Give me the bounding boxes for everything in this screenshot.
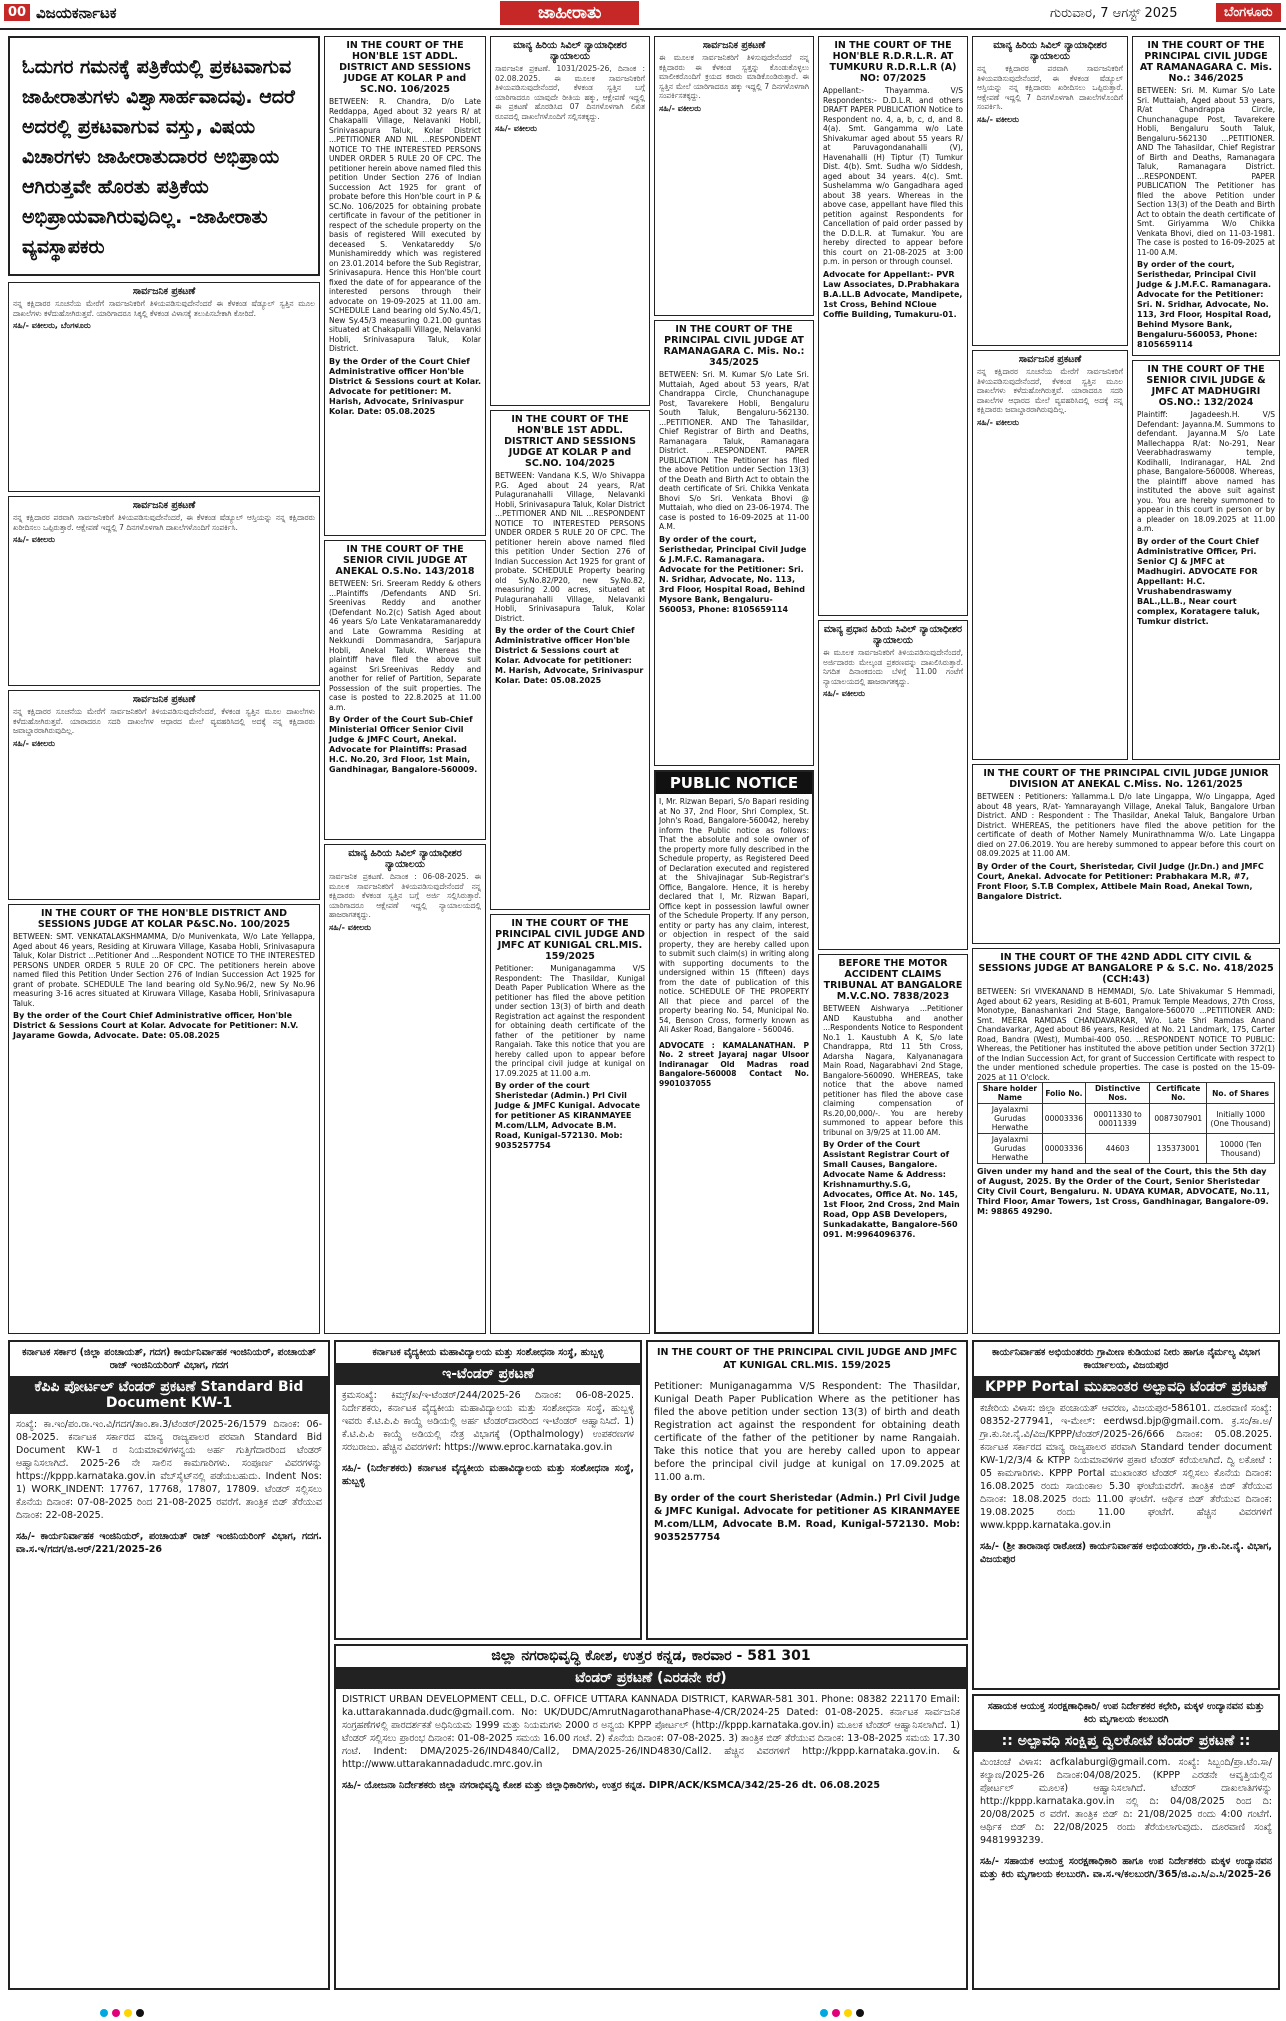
tender-gadag bbox=[8, 1340, 330, 1990]
ad-body: BETWEEN: Sri VIVEKANAND B HEMMADI, S/o. Late Shivakumar S Hemmadi, Aged about 62 years, Residing at B-601, Pramuk Temple Meadows, 27th Cross, Monotype, Banashankari 2nd Stage, Bangalore-560070 ...PETITIONER AND: Smt. MEERA RAMDAS CHANDAVARKAR, W/o. Late Shri Ramdas Anand Chandavarkar, Aged about 86 years, Resided at No. 21 Landmark, 175, Carter Road, Bandra (West), Mumbai-400 050. ...RESPONDENT NOTICE TO PUBLIC: Whereas, the Petitioner has instituted the above petition under Section 372(1) of the Indian Succession Act, for grant of Succession Certificate with respect to the under mentioned schedule properties. The case is posted on the 15-09-2025 at 11 O'clock. bbox=[977, 987, 1275, 1082]
tender-karwar bbox=[334, 1644, 968, 1990]
tender-filler bbox=[646, 1340, 968, 1640]
classified-ad bbox=[324, 844, 486, 1334]
ad-body: ನನ್ನ ಕಕ್ಷಿದಾರರ ಪರವಾಗಿ ಸಾರ್ವಜನಿಕರಿಗೆ ತಿಳಿಯಪಡಿಸುವುದೇನೆಂದರೆ, ಈ ಕೆಳಕಂಡ ಷೆಡ್ಯೂಲ್ ಆಸ್ತಿಯನ್ನು ನನ್ನ ಕಕ್ಷಿದಾರರು ಖರೀದಿಸಲು ಒಪ್ಪಿರುತ್ತಾರೆ. ಆಕ್ಷೇಪಣೆ ಇದ್ದಲ್ಲಿ 7 ದಿನಗಳೊಳಗಾಗಿ ದಾಖಲೆಗಳೊಂದಿಗೆ ಸಂಪರ್ಕಿಸಿ. bbox=[977, 64, 1123, 111]
tender-title: ಕರ್ನಾಟಕ ವೈದ್ಯಕೀಯ ಮಹಾವಿದ್ಯಾಲಯ ಮತ್ತು ಸಂಶೋಧನಾ ಸಂಸ್ಥೆ, ಹುಬ್ಬಳ್ಳಿ bbox=[372, 1347, 604, 1358]
tender-vijayapura bbox=[972, 1340, 1280, 1690]
ad-body: ಸಾರ್ವಜನಿಕ ಪ್ರಕಟಣೆ. 1031/2025-26, ದಿನಾಂಕ : 02.08.2025. ಈ ಮೂಲಕ ಸಾರ್ವಜನಿಕರಿಗೆ ತಿಳಿಯಪಡಿಸುವುದೇನೆಂದರೆ, ಕೆಳಕಂಡ ಸ್ವತ್ತಿನ ಬಗ್ಗೆ ಯಾರಿಗಾದರೂ ಯಾವುದೇ ರೀತಿಯ ಹಕ್ಕು, ಆಕ್ಷೇಪಣೆ ಇದ್ದಲ್ಲಿ ಈ ಪ್ರಕಟಣೆ ಹೊರಡಿಸಿದ 07 ದಿನಗಳೊಳಗಾಗಿ ಲಿಖಿತ ರೂಪದಲ್ಲಿ ದಾಖಲೆಗಳೊಂದಿಗೆ ಸಲ್ಲಿಸತಕ್ಕದ್ದು. bbox=[495, 64, 645, 121]
tender-footer: ಸಹಿ/- (ಶ್ರೀ ತಾರಾನಾಥ ರಾಠೋಡ) ಕಾರ್ಯನಿರ್ವಾಹಕ ಅಭಿಯಂತರರು, ಗ್ರಾ.ಕು.ನೀ.ನೈ. ವಿಭಾಗ, ವಿಜಯಪುರ bbox=[980, 1541, 1272, 1565]
readers-notice bbox=[8, 36, 320, 276]
ad-footer: ಸಹಿ/- ವಕೀಲರು bbox=[823, 689, 865, 698]
registration-marks bbox=[100, 2009, 144, 2017]
table-header: Certificate No. bbox=[1150, 1083, 1207, 1104]
ad-footer: ಸಹಿ/- ವಕೀಲರು bbox=[329, 922, 371, 932]
black-dot-icon bbox=[136, 2009, 144, 2017]
ad-footer: By order of the court, Seristhedar, Principal Civil Judge & J.M.F.C. Ramanagara. Advocate for the Petitioner: Sri. N. Sridhar, Advocate, No. 113, 3rd Floor, Hospital Road, Behind Mysore Bank, Bengaluru-560053, Phone: 8105659114 bbox=[1137, 260, 1272, 349]
ad-body: BETWEEN: Sri. M. Kumar S/o Late Sri. Muttaiah, Aged about 53 years, R/at Chandrappa Circle, Chunchanagupe Post, Tavarekere Hobli, Bengaluru South Taluk, Bengaluru-562130 ...PETITIONER. AND The Tahasildar, Chief Registrar of Birth and Deaths, Ramanagara Taluk, Ramanagara District. ...RESPONDENT. PAPER PUBLICATION The Petitioner has filed the above Petition under Section 13(3) of the Death and Birth Act to obtain the death certificate of Smt. Giriyamma W/o Chikka Venkata Bhovi, died on 11-03-1981. The case is posted to 16-09-2025 at 11-00 A.M. bbox=[1137, 86, 1275, 257]
ad-body: ಈ ಮೂಲಕ ಸಾರ್ವಜನಿಕರಿಗೆ ತಿಳಿಸುವುದೇನೆಂದರೆ ನನ್ನ ಕಕ್ಷಿದಾರರು ಈ ಕೆಳಕಂಡ ಸ್ವತ್ತನ್ನು ಕೊಂಡುಕೊಳ್ಳಲು ಮಾಲೀಕರೊಂದಿಗೆ ಕ್ರಯದ ಕರಾರು ಮಾಡಿಕೊಂಡಿರುತ್ತಾರೆ. ಈ ಸ್ವತ್ತಿನ ಮೇಲೆ ಯಾರಿಗಾದರೂ ಹಕ್ಕು ಇದ್ದಲ್ಲಿ 7 ದಿನಗಳೊಳಗಾಗಿ ಸಂಪರ್ಕಿಸತಕ್ಕದ್ದು. bbox=[659, 53, 809, 100]
ad-body: BETWEEN: Vandana K.S, W/o Shivappa P.G. Aged about 24 years, R/at Pulaguranahalli Village, Nelavanki Hobli, Srinivasapura Taluk, Kolar District ...PETITIONER AND NIL ...RESPONDENT NOTICE TO INTERESTED PERSONS UNDER ORDER 5 RULE 20 OF CPC. The petitioner herein above named filed this petition Under Section 276 of Indian Succession Act 1925 for grant of probate. SCHEDULE Property bearing old Sy.No.82/P20, new Sy.No.82, measuring 2.00 acres, situated at Pulaguranahalli Village, Nelavanki Hobli, Srinivasapura Taluk, Kolar District. bbox=[495, 471, 645, 623]
tender-body: ಕ್ರಮಸಂಖ್ಯೆ: ಕಿಮ್ಸ್/ಖ/ಇ-ಟೆಂಡರ್/244/2025-26 ದಿನಾಂಕ: 06-08-2025. ನಿರ್ದೇಶಕರು, ಕರ್ನಾಟಕ ವೈದ್ಯಕೀಯ ಮಹಾವಿದ್ಯಾಲಯ ಮತ್ತು ಸಂಶೋಧನಾ ಸಂಸ್ಥೆ, ಹುಬ್ಬಳ್ಳಿ ಇವರು ಕೆ.ಟಿ.ಪಿ.ಪಿ ಕಾಯ್ದೆ ಅಡಿಯಲ್ಲಿ ಅರ್ಹ ಟೆಂಡರ್‌ದಾರರಿಂದ ಇ-ಟೆಂಡರ್ ಆಹ್ವಾನಿಸಿದೆ. 1) ಕೆ.ಟಿ.ಪಿ.ಪಿ ಕಾಯ್ದೆ ಅಡಿಯಲ್ಲಿ ನೇತ್ರ ವಿಭಾಗಕ್ಕೆ (Opthalmology) ಉಪಕರಣಗಳ ಸರಬರಾಜು. ಹೆಚ್ಚಿನ ವಿವರಗಳಿಗೆ: https://www.eproc.karnataka.gov.in bbox=[342, 1390, 634, 1453]
cyan-dot-icon bbox=[100, 2009, 108, 2017]
table-cell: 00003336 bbox=[1042, 1134, 1085, 1164]
ad-title: ಸಾರ್ವಜನಿಕ ಪ್ರಕಟಣೆ bbox=[702, 40, 766, 51]
table-cell: 44603 bbox=[1085, 1134, 1149, 1164]
ad-footer: By order of the court, Seristhedar, Principal Civil Judge & J.M.F.C. Ramanagara. Advocate for the Petitioner: Sri. N. Sridhar, Advocate, No. 113, 3rd Floor, Hospital Road, Behind Mysore Bank, Bengaluru-560053, Phone: 8105659114 bbox=[659, 534, 807, 614]
magenta-dot-icon bbox=[112, 2009, 120, 2017]
ad-footer: By order of the court Sheristedar (Admin.) Prl Civil Judge & JMFC Kunigal. Advocate for petitioner AS KIRANMAYEE M.com/LLM, Advocate B.M. Road, Kunigal-572130. Mob: 9035257754 bbox=[495, 1081, 641, 1150]
ad-title: IN THE COURT OF THE PRINCIPAL CIVIL JUDGE AT RAMANAGARA C. Mis. No.: 346/2025 bbox=[1139, 40, 1273, 84]
tender-kalaburagi bbox=[972, 1694, 1280, 1990]
table-cell: 00003336 bbox=[1042, 1104, 1085, 1134]
ad-body: ನನ್ನ ಕಕ್ಷಿದಾರರ ಸೂಚನೆಯ ಮೇರೆಗೆ ಸಾರ್ವಜನಿಕರಿಗೆ ತಿಳಿಯಪಡಿಸುವುದೇನೆಂದರೆ, ಕೆಳಕಂಡ ಸ್ವತ್ತಿನ ಮೂಲ ದಾಖಲೆಗಳು ಕಳೆದುಹೋಗಿರುತ್ತವೆ. ಯಾರಾದರೂ ಸದರಿ ದಾಖಲೆಗಳ ಆಧಾರದ ಮೇಲೆ ವ್ಯವಹರಿಸಿದಲ್ಲಿ ಅದಕ್ಕೆ ನನ್ನ ಕಕ್ಷಿದಾರರು ಜವಾಬ್ದಾರರಾಗಿರುವುದಿಲ್ಲ. bbox=[977, 367, 1123, 414]
ad-title: ಮಾನ್ಯ ಹಿರಿಯ ಸಿವಿಲ್ ನ್ಯಾಯಾಧೀಶರ ನ್ಯಾಯಾಲಯ bbox=[348, 848, 462, 870]
ad-title: IN THE COURT OF THE HON'BLE 1ST ADDL. DISTRICT AND SESSIONS JUDGE AT KOLAR P and SC.NO. 104/2025 bbox=[504, 414, 636, 469]
ad-footer: ಸಹಿ/- ವಕೀಲರು bbox=[495, 124, 537, 133]
ad-title: IN THE COURT OF THE HON'BLE DISTRICT AND SESSIONS JUDGE AT KOLAR P&SC.No. 100/2025 bbox=[37, 908, 291, 930]
tender-subtitle: KPPP Portal ಮುಖಾಂತರ ಅಲ್ಪಾವಧಿ ಟೆಂಡರ್ ಪ್ರಕಟಣೆ bbox=[974, 1376, 1278, 1398]
yellow-dot-icon bbox=[844, 2009, 852, 2017]
classified-ad bbox=[8, 690, 320, 900]
tender-title: ಕರ್ನಾಟಕ ಸರ್ಕಾರ (ಜಿಲ್ಲಾ ಪಂಚಾಯತ್, ಗದಗ) ಕಾರ್ಯನಿರ್ವಾಹಕ ಇಂಜಿನಿಯರ್, ಪಂಚಾಯತ್ ರಾಜ್ ಇಂಜಿನಿಯರಿಂಗ್ ವಿಭಾಗ, ಗದಗ bbox=[22, 1347, 316, 1371]
ad-title: ಸಾರ್ವಜನಿಕ ಪ್ರಕಟಣೆ bbox=[132, 500, 196, 511]
tender-footer: ಸಹಿ/- (ನಿರ್ದೇಶಕರು) ಕರ್ನಾಟಕ ವೈದ್ಯಕೀಯ ಮಹಾವಿದ್ಯಾಲಯ ಮತ್ತು ಸಂಶೋಧನಾ ಸಂಸ್ಥೆ, ಹುಬ್ಬಳ್ಳಿ bbox=[342, 1463, 634, 1487]
table-row bbox=[978, 1104, 1275, 1134]
tender-body: ಕಚೇರಿಯ ವಿಳಾಸ: ಜಿಲ್ಲಾ ಪಂಚಾಯತ್ ಆವರಣ, ವಿಜಯಪುರ-586101. ದೂರವಾಣಿ ಸಂಖ್ಯೆ: 08352-277941, ಇ-ಮೇಲ್: eerdwsd.bjp@gmail.com. ಕ್ರ.ಸಂ/ಕಾ.ಅ/ಗ್ರಾ.ಕು.ನೀ.ನೈ.ವಿ/ವಿಜ/KPPP/ಟೆಂಡರ್/2025-26/666 ದಿನಾಂಕ: 05.08.2025. ಕರ್ನಾಟಕ ಸರ್ಕಾರದ ಮಾನ್ಯ ರಾಜ್ಯಪಾಲರ ಪರವಾಗಿ Standard tender document KW-1/2/3/4 & KTPP ನಿಯಮಾವಳಿಗಳ ಪ್ರಕಾರ ಟೆಂಡರ್ ಕರೆಯಲಾಗಿದೆ. ದ್ವಿ ಲಕೋಟೆ : 05 ಕಾಮಗಾರಿಗಳು. KPPP Portal ಮುಖಾಂತರ ಟೆಂಡರ್ ಸಲ್ಲಿಸಲು ಕೊನೆಯ ದಿನಾಂಕ: 16.08.2025 ರಂದು ಸಾಯಂಕಾಲ 5.30 ಘಂಟೆಯವರೆಗೆ. ತಾಂತ್ರಿಕ ಬಿಡ್ ತೆರೆಯುವ ದಿನಾಂಕ: 18.08.2025 ರಂದು 11.00 ಘಂಟೆಗೆ. ಆರ್ಥಿಕ ಬಿಡ್ ತೆರೆಯುವ ದಿನಾಂಕ: 19.08.2025 ರಂದು 11.00 ಘಂಟೆಗೆ. ಹೆಚ್ಚಿನ ವಿವರಗಳಿಗೆ www.kppp.karnataka.gov.in bbox=[980, 1403, 1272, 1531]
tender-footer: By order of the court Sheristedar (Admin.) Prl Civil Judge & JMFC Kunigal. Advocate for petitioner AS KIRANMAYEE M.com/LLM, Advocate B.M. Road, Kunigal-572130. Mob: 9035257754 bbox=[654, 1493, 960, 1543]
classified-ad bbox=[490, 914, 650, 1334]
ad-body: ನನ್ನ ಕಕ್ಷಿದಾರರ ಸೂಚನೆಯ ಮೇರೆಗೆ ಸಾರ್ವಜನಿಕರಿಗೆ ತಿಳಿಯಪಡಿಸುವುದೇನೆಂದರೆ ಈ ಕೆಳಕಂಡ ಷೆಡ್ಯೂಲ್ ಸ್ವತ್ತಿನ ಮೂಲ ದಾಖಲೆಗಳು ಕಳೆದುಹೋಗಿರುತ್ತವೆ. ಯಾರಿಗಾದರೂ ಸಿಕ್ಕಲ್ಲಿ ಕೆಳಕಂಡ ವಿಳಾಸಕ್ಕೆ ತಲುಪಿಸಬೇಕಾಗಿ ಕೋರಿದೆ. bbox=[13, 299, 315, 318]
table-cell: 135373001 bbox=[1150, 1134, 1207, 1164]
issue-date: ಗುರುವಾರ, 7 ಆಗಸ್ಟ್ 2025 bbox=[1050, 6, 1178, 21]
public-notice-body: I, Mr. Rizwan Bepari, S/o Bapari residing at No 37, 2nd Floor, Shri Complex, St. John's Road, Bangalore-560042, hereby inform the Public notice as follows: That the absolute and sole owner of the property more fully described in the Schedule property, as Registered Deed of Declaration executed and registered at the Shivajinagar Sub-Registrar's Office, Bangalore. Hence, it is hereby declared that I, Mr. Rizwan Bapari, Office kept in possession lawful owner of the Schedule Property. If any person, entity or party has any claim, interest, or objection in respect of the said property, they are hereby called upon to submit such claim(s) in writing along with supporting documents to the undersigned within 15 (fifteen) days from the date of publication of this notice. SCHEDULE OF THE PROPERTY All that piece and parcel of the property bearing No. 54, Municipal No. 54, Benson Cross, formerly known as Ali Asker Road, Bangalore - 560046. bbox=[659, 797, 809, 1034]
ad-body: BETWEEN : Petitioners: Yallamma.L D/o late Lingappa, W/o Lingappa, Aged about 48 years, R/at- Yamnarayangh Village, Anekal Taluk, Bangalore Urban District. AND : Respondent : The Thasildar, Anekal Taluk, Bangalore Urban District. WHEREAS, the petitioners have filed the above petition for the certificate of death of Mother Namely Munirathnamma W/o. Late Lingappa died on 27.06.2019. You are hereby summoned to appear before this court on 08.09.2025 at 11.00 AM. bbox=[977, 792, 1275, 858]
classified-ad bbox=[8, 496, 320, 686]
ad-footer: ಸಹಿ/- ವಕೀಲರು bbox=[977, 417, 1019, 427]
table-cell: 0087307901 bbox=[1150, 1104, 1207, 1134]
ad-body: BETWEEN: SMT. VENKATALAKSHMAMMA, D/o Munivenkata, W/o Late Yellappa, Aged about 46 years, Residing at Kiruwara Village, Kasaba Hobli, Srinivasapura Taluk, Kolar District ...Petitioner And ...Respondent NOTICE TO THE INTERESTED PERSONS UNDER ORDER 5 RULE 20 OF CPC. The petitioners herein above named filed this Petition Under Section 276 of Indian Succession Act 1925 for grant of probate. SCHEDULE The land bearing old Sy.No.96/2, new Sy No.96 measuring 3-16 acres situated at Kiruwara Village, Kasaba Hobli, Srinivasapura Taluk. bbox=[13, 932, 315, 1008]
classified-ad bbox=[654, 320, 814, 766]
ad-footer: ಸಹಿ/- ವಕೀಲರು bbox=[13, 738, 55, 748]
page-header bbox=[0, 0, 1286, 30]
tender-subtitle: ಇ-ಟೆಂಡರ್ ಪ್ರಕಟಣೆ bbox=[336, 1363, 640, 1385]
classified-ad bbox=[972, 764, 1280, 944]
ad-footer: ಸಹಿ/- ವಕೀಲರು, ಬೆಂಗಳೂರು bbox=[13, 321, 91, 330]
ad-footer: By Order of the Court Assistant Registrar Court of Small Causes, Bangalore. Advocate Name & Address: Krishnamurthy.S.G, Advocates, Office At. No. 145, 1st Floor, 2nd Cross, 2nd Main Road, Opp ASB Developers, Sunkadakatte, Bangalore-560 091. M:9964096376. bbox=[823, 1140, 960, 1239]
ad-footer: ಸಹಿ/- ವಕೀಲರು bbox=[659, 103, 701, 113]
tender-footer: ಸಹಿ/- ಕಾರ್ಯನಿರ್ವಾಹಕ ಇಂಜಿನಿಯರ್, ಪಂಚಾಯತ್ ರಾಜ್ ಇಂಜಿನಿಯರಿಂಗ್ ವಿಭಾಗ, ಗದಗ. ವಾ.ಸ.ಇ/ಗದಗ/ಜಿ.ಆರ್/221/2025-26 bbox=[16, 1531, 322, 1555]
classified-ad bbox=[1132, 36, 1280, 356]
ad-footer: By order of the Court Chief Administrative Officer, Pri. Senior CJ & JMFC at Madhugiri. ADVOCATE FOR Appellant: H.C. Vrushabendraswamy BAL.,LL.B., Near court complex, Koratagere taluk, Tumkur district. bbox=[1137, 536, 1260, 626]
tender-footer: ಸಹಿ/- ಯೋಜನಾ ನಿರ್ದೇಶಕರು ಜಿಲ್ಲಾ ನಗರಾಭಿವೃದ್ಧಿ ಕೋಶ ಮತ್ತು ಜಿಲ್ಲಾಧಿಕಾರಿಗಳು, ಉತ್ತರ ಕನ್ನಡ. DIPR/ACK/KSMCA/342/25-26 dt. 06.08.2025 bbox=[342, 1780, 880, 1791]
ad-title: ಸಾರ್ವಜನಿಕ ಪ್ರಕಟಣೆ bbox=[132, 286, 196, 297]
tender-title: IN THE COURT OF THE PRINCIPAL CIVIL JUDGE AND JMFC AT KUNIGAL CRL.MIS. 159/2025 bbox=[656, 1347, 958, 1371]
section-title: ಜಾಹೀರಾತು bbox=[500, 1, 639, 25]
table-cell: 10000 (Ten Thousand) bbox=[1207, 1134, 1275, 1164]
registration-marks bbox=[820, 2009, 864, 2017]
ad-footer: By the Order of the Court Chief Administrative officer Hon'ble District & Sessions court at Kolar. Advocate for petitioner: M. Harish, Advocate, Srinivaspur Kolar. Date: 05.08.2025 bbox=[329, 356, 481, 416]
ad-footer: ಸಹಿ/- ವಕೀಲರು bbox=[13, 535, 55, 544]
ad-title: IN THE COURT OF THE SENIOR CIVIL JUDGE AT ANEKAL O.S.No. 143/2018 bbox=[335, 544, 475, 577]
ad-body: BETWEEN: Sri. M. Kumar S/o Late Sri. Muttaiah, Aged about 53 years, R/at Chandrappa Circle, Chunchanagupe Post, Tavarekere Hobli, Bengaluru South Taluk, Bengaluru-562130. ...PETITIONER. AND The Tahasildar, Chief Registrar of Birth and Deaths, Ramanagara Taluk, Ramanagara District. ...RESPONDENT. PAPER PUBLICATION The Petitioner has filed the above Petition under Section 13(3) of the Death and Birth Act to obtain the death certificate of Sri. Chikka Venkata Bhovi S/o Sri. Venkata Bhovi @ Muttaiah, who died on 23-06-1974. The case is posted to 16-09-2025 at 11-00 A.M. bbox=[659, 370, 809, 531]
ad-body: ಈ ಮೂಲಕ ಸಾರ್ವಜನಿಕರಿಗೆ ತಿಳಿಯಪಡಿಸುವುದೇನೆಂದರೆ, ಅರ್ಜಿದಾರರು ಮೇಲ್ಕಂಡ ಪ್ರಕರಣವನ್ನು ದಾಖಲಿಸಿರುತ್ತಾರೆ. ನಿಗದಿತ ದಿನಾಂಕದಂದು ಬೆಳಿಗ್ಗೆ 11.00 ಗಂಟೆಗೆ ನ್ಯಾಯಾಲಯದಲ್ಲಿ ಹಾಜರಾಗತಕ್ಕದ್ದು. bbox=[823, 648, 963, 686]
table-cell: Jayalaxmi Gurudas Herwathe bbox=[978, 1134, 1043, 1164]
ad-title: IN THE COURT OF THE SENIOR CIVIL JUDGE & JMFC AT MADHUGIRI OS.NO.: 132/2024 bbox=[1146, 364, 1266, 408]
tender-body: ಸಂಖ್ಯೆ: ಕಾ.ಇಂ/ಪಂ.ರಾ.ಇಂ.ವಿ/ಗದಗ/ತಾಂ.ಶಾ.3/ಟೆಂಡರ್/2025-26/1579 ದಿನಾಂಕ: 06-08-2025. ಕರ್ನಾಟಕ ಸರ್ಕಾರದ ಮಾನ್ಯ ರಾಜ್ಯಪಾಲರ ಪರವಾಗಿ Standard Bid Document KW-1 ರ ನಿಯಮಾವಳಿಗಳನ್ವಯ ಅರ್ಹ ಗುತ್ತಿಗೆದಾರರಿಂದ ಟೆಂಡರ್ ಆಹ್ವಾನಿಸಲಾಗಿದೆ. 2025-26 ನೇ ಸಾಲಿನ ಕಾಮಗಾರಿಗಳು. ಸಂಪೂರ್ಣ ವಿವರಗಳನ್ನು https://kppp.karnataka.gov.in ವೆಬ್‌ಸೈಟ್‌ನಲ್ಲಿ ಪಡೆಯಬಹುದು. Indent Nos: 1) WORK_INDENT: 17767, 17768, 17807, 17809. ಟೆಂಡರ್ ಸಲ್ಲಿಸಲು ಕೊನೆಯ ದಿನಾಂಕ: 07-08-2025 ರಿಂದ 21-08-2025 ರವರೆಗೆ. ತಾಂತ್ರಿಕ ಬಿಡ್ ತೆರೆಯುವ ದಿನಾಂಕ: 22-08-2025. bbox=[16, 1419, 322, 1521]
tender-subtitle: ಟೆಂಡರ್ ಪ್ರಕಟಣೆ (ಎರಡನೇ ಕರೆ) bbox=[336, 1667, 966, 1689]
ad-title: IN THE COURT OF THE PRINCIPAL CIVIL JUDGE JUNIOR DIVISION AT ANEKAL C.Miss. No. 1261/2025 bbox=[983, 768, 1269, 790]
tender-body: Petitioner: Muniganagamma V/S Respondent: The Thasildar, Kunigal Death Paper Publication Where as the petitioner has filed the above petition under section 13(3) of birth and death Registration act against the respondent for obtaining death certificate of the father of the petitioner by name Rangaiah. Take this notice that you are hereby called upon to appear before the principal civil judge at kunigal on 17.09.2025 at 11.00 a.m. bbox=[654, 1381, 960, 1483]
table-header: Folio No. bbox=[1042, 1083, 1085, 1104]
ad-footer: Given under my hand and the seal of the Court, this the 5th day of August, 2025. By the Order of the Court, Senior Sheristedar City Civil Court, Bengaluru. N. UDAYA KUMAR, ADVOCATE, No.11, Third Floor, Amar Towers, 1st Cross, Gandhinagar, Bangalore-09. M: 98865 49290. bbox=[977, 1167, 1270, 1216]
ad-body: BETWEEN Aishwarya ...Petitioner AND Kaustubha and another ...Respondents Notice to Respondent No.1 1. Kaustubh A K, S/o late Chandrappa, Rtd 11 5th Cross, Adarsha Nagara, Kalyananagara Main Road, Nagarabhavi 2nd Stage, Bangalore-560090. WHEREAS, take notice that the above named petitioner has filed the above case claiming compensation of Rs.20,00,000/-. You are hereby summoned to appear before this tribunal on 3/9/25 at 11.00 AM. bbox=[823, 1004, 963, 1137]
ad-title: ಮಾನ್ಯ ಹಿರಿಯ ಸಿವಿಲ್ ನ್ಯಾಯಾಧೀಶರ ನ್ಯಾಯಾಲಯ bbox=[993, 40, 1107, 62]
classified-ad bbox=[8, 904, 320, 1334]
ad-title: ಸಾರ್ವಜನಿಕ ಪ್ರಕಟಣೆ bbox=[132, 694, 196, 705]
table-header: No. of Shares bbox=[1207, 1083, 1275, 1104]
ad-title: IN THE COURT OF THE PRINCIPAL CIVIL JUDGE AND JMFC AT KUNIGAL CRL.MIS. 159/2025 bbox=[495, 918, 645, 962]
tender-kims bbox=[334, 1340, 642, 1640]
classified-ad bbox=[324, 540, 486, 840]
classified-ad bbox=[490, 36, 650, 406]
classified-ad bbox=[490, 410, 650, 910]
ad-body: BETWEEN: R. Chandra, D/o Late Reddappa, Aged about 32 years R/ at Chakapalli Village, Nelavanki Hobli, Srinivasapura Taluk, Kolar District ...PETITIONER AND NIL ...RESPONDENT NOTICE TO THE INTERESTED PERSONS UNDER ORDER 5 RULE 20 OF CPC. The petitioner herein above named filed this petition Under Section 276 of Indian Succession Act 1925 for grant of probate before this Hon'ble court in P & SC.No. 106/2025 for obtaining probate certificate in favour of the petitioner in respect of the schedule property on the basis of registered Will executed by deceased S. Venkatareddy S/o Munishamireddy which was registered on 23.01.2014 before the Sub Registrar, Srinivasapura. Hence this Hon'ble court fixed the date of for appearance of the interested persons through their advocate on 19-09-2025 at 11.00 am. SCHEDULE Land bearing old Sy.No.45/1, New Sy.45/3 measuring 0.21.00 guntas situated at Chakapalli Village, Nelavanki Hobli, Srinivasapura Taluk, Kolar District. bbox=[329, 97, 481, 353]
tender-subtitle: :: ಅಲ್ಪಾವಧಿ ಸಂಕ್ಷಿಪ್ತ ದ್ವಿಲಕೋಟೆ ಟೆಂಡರ್ ಪ್ರಕಟಣೆ :: bbox=[974, 1730, 1278, 1752]
ad-title: ಮಾನ್ಯ ಪ್ರಧಾನ ಹಿರಿಯ ಸಿವಿಲ್ ನ್ಯಾಯಾಧೀಶರ ನ್ಯಾಯಾಲಯ bbox=[823, 624, 963, 646]
public-notice-footer: ADVOCATE : KAMALANATHAN. P No. 2 street Jayaraj nagar Ulsoor Indiranagar Old Madras road Bangalore-560008 Contact No. 9901037055 bbox=[659, 1040, 809, 1088]
classified-ad bbox=[8, 282, 320, 492]
yellow-dot-icon bbox=[124, 2009, 132, 2017]
tender-footer: ಸಹಿ/- ಸಹಾಯಕ ಆಯುಕ್ತ ಸಂರಕ್ಷಣಾಧಿಕಾರಿ ಹಾಗೂ ಉಪ ನಿರ್ದೇಶಕರು ಮಕ್ಕಳ ಉದ್ಯಾನವನ ಮತ್ತು ಕಿರು ಮೃಗಾಲಯ ಕಲಬುರಗಿ. ವಾ.ಸ.ಇ/ಕಲಬುರಗಿ/365/ಜಿ.ಎ.ಸಿ/ಎ.ಸಿ/2025-26 bbox=[980, 1856, 1272, 1880]
ad-footer: By Order of the Court Sub-Chief Ministerial Officer Senior Civil Judge & JMFC Court, Anekal. Advocate for Plaintiffs: Prasad H.C. No.20, 3rd Floor, 1st Main, Gandhinagar, Bangalore-560009. bbox=[329, 715, 478, 774]
classified-ad bbox=[818, 36, 968, 616]
tender-title: ಸಹಾಯಕ ಆಯುಕ್ತ ಸಂರಕ್ಷಣಾಧಿಕಾರಿ/ ಉಪ ನಿರ್ದೇಶಕರ ಕಛೇರಿ, ಮಕ್ಕಳ ಉದ್ಯಾನವನ ಮತ್ತು ಕಿರು ಮೃಗಾಲಯ ಕಲಬುರಗಿ bbox=[987, 1701, 1265, 1725]
ad-title: IN THE COURT OF THE 42ND ADDL CITY CIVIL & SESSIONS JUDGE AT BANGALORE P & S.C. No. 418/2025 (CCH:43) bbox=[978, 952, 1274, 985]
tender-body: ಮಿಂಚಂಚೆ ವಿಳಾಸ: acfkalaburgi@gmail.com. ಸಂಖ್ಯೆ: ಸಿಬ್ಬಂದಿ/ಪ್ರಾ.ಟೆಂ.ಸಾ/ಕಲ್ಯಾಣ/2025-26 ದಿನಾಂಕ:04/08/2025. (KPPP ಎರಡನೇ ಆವೃತ್ತಿಯಲ್ಲಿನ ಪೋರ್ಟಲ್ ಮೂಲಕ) ಆಹ್ವಾನಿಸಲಾಗಿದೆ. ಟೆಂಡರ್ ದಾಖಲಾತಿಗಳನ್ನು http://kppp.karnataka.gov.in ನಲ್ಲಿ ದಿ: 04/08/2025 ರಿಂದ ದಿ: 20/08/2025 ರ ವರೆಗೆ. ತಾಂತ್ರಿಕ ಬಿಡ್ ದಿ: 21/08/2025 ರಂದು 4:00 ಗಂಟೆಗೆ. ಆರ್ಥಿಕ ಬಿಡ್ ದಿ: 22/08/2025 ರಂದು ತೆರೆಯಲಾಗುವುದು. ದೂರವಾಣಿ ಸಂಖ್ಯೆ 9481993239. bbox=[980, 1757, 1272, 1846]
readers-notice-text: ಓದುಗರ ಗಮನಕ್ಕೆ ಪತ್ರಿಕೆಯಲ್ಲಿ ಪ್ರಕಟವಾಗುವ ಜಾಹೀರಾತುಗಳು ವಿಶ್ವಾಸಾರ್ಹವಾದವು. ಆದರೆ ಅದರಲ್ಲಿ ಪ್ರಕಟವಾಗುವ ವಸ್ತು, ವಿಷಯ ವಿಚಾರಗಳು ಜಾಹೀರಾತುದಾರರ ಅಭಿಪ್ರಾಯ ಆಗಿರುತ್ತವೇ ಹೊರತು ಪತ್ರಿಕೆಯ ಅಭಿಪ್ರಾಯವಾಗಿರುವುದಿಲ್ಲ. -ಜಾಹೀರಾತು ವ್ಯವಸ್ಥಾಪಕರು bbox=[22, 56, 295, 258]
classified-ad bbox=[818, 620, 968, 950]
black-dot-icon bbox=[856, 2009, 864, 2017]
ad-body: Appellant:- Thayamma. V/S Respondents:- D.D.L.R. and others DRAFT PAPER PUBLICATION Notice to Respondent no. 4, a, b, c, d, and 8. 4(a). Smt. Gangamma w/o Late Shivakumar aged about 55 years R/ at Paruvagondanahalli (V), Havenahalli (H) Tiptur (T) Tumkur Dist. 4(b). Smt. Sudha w/o Siddesh, aged about 34 years. 4(c). Smt. Sushelamma w/o Gangadhara aged about 38 years. Whereas in the above case, appellant have filed this petition against Respondents for Cancellation of paid order passed by the D.D.L.R. at Tumakur. You are hereby directed to appear before this court on 21-08-2025 at 3:00 p.m. in person or through counsel. bbox=[823, 86, 963, 266]
table-cell: 00011330 to 00011339 bbox=[1085, 1104, 1149, 1134]
magenta-dot-icon bbox=[832, 2009, 840, 2017]
ad-body: BETWEEN: Sri. Sreeram Reddy & others ...Plaintiffs /Defendants AND Sri. Sreenivas Reddy and another (Defendant No.2(c) Satish Aged about 46 years S/o Late Venkataramanareddy and Late Gowramma Residing at Nekkundi Dommasandra, Sarjapura Hobli, Anekal Taluk. Whereas the plaintiff have filed the above suit against Sri.Sreenivas Reddy and another for relief of Partition, Separate Possession of the suit properties. The case is posted to 22.8.2025 at 11.00 a.m. bbox=[329, 579, 481, 712]
classified-ad bbox=[1132, 360, 1280, 760]
ad-body: ನನ್ನ ಕಕ್ಷಿದಾರರ ಸೂಚನೆಯ ಮೇರೆಗೆ ಸಾರ್ವಜನಿಕರಿಗೆ ತಿಳಿಯಪಡಿಸುವುದೇನೆಂದರೆ, ಕೆಳಕಂಡ ಸ್ವತ್ತಿನ ಮೂಲ ದಾಖಲೆಗಳು ಕಳೆದುಹೋಗಿರುತ್ತವೆ. ಯಾರಾದರೂ ಸದರಿ ದಾಖಲೆಗಳ ಆಧಾರದ ಮೇಲೆ ವ್ಯವಹರಿಸಿದಲ್ಲಿ ಅದಕ್ಕೆ ನನ್ನ ಕಕ್ಷಿದಾರರು ಜವಾಬ್ದಾರರಾಗಿರುವುದಿಲ್ಲ. bbox=[13, 707, 315, 735]
ad-title: IN THE COURT OF THE HON'BLE R.D.R.L.R. AT TUMKURU R.D.R.L.R (A) NO: 07/2025 bbox=[829, 40, 957, 84]
table-cell: Jayalaxmi Gurudas Herwathe bbox=[978, 1104, 1043, 1134]
ad-footer: ಸಹಿ/- ವಕೀಲರು bbox=[977, 114, 1019, 124]
classified-ad bbox=[818, 954, 968, 1334]
public-notice bbox=[654, 770, 814, 1334]
page-number: 00 bbox=[4, 4, 30, 21]
classified-ad bbox=[324, 36, 486, 536]
succession-notice bbox=[972, 948, 1280, 1334]
ad-title: ಸಾರ್ವಜನಿಕ ಪ್ರಕಟಣೆ bbox=[1018, 354, 1082, 365]
cyan-dot-icon bbox=[820, 2009, 828, 2017]
ad-body: Petitioner: Muniganagamma V/S Respondent: The Thasildar, Kunigal Death Paper Publication Where as the petitioner has filed the above petition under section 13(3) of birth and death Registration act against the respondent for obtaining death certificate of the father of the petitioner by name Rangaiah. Take this notice that you are hereby called upon to appear before the principal civil judge at kunigal on 17.09.2025 at 11.00 a.m. bbox=[495, 964, 645, 1078]
edition-city: ಬೆಂಗಳೂರು bbox=[1216, 3, 1281, 22]
ad-footer: By the order of the Court Chief Administrative officer, Hon'ble District & Sessions Court at Kolar. Advocate for Petitioner: N.V. Jayarame Gowda, Advocate. Date: 05.08.2025 bbox=[13, 1011, 299, 1040]
ad-title: IN THE COURT OF THE PRINCIPAL CIVIL JUDGE AT RAMANAGARA C. Mis. No.: 345/2025 bbox=[663, 324, 805, 368]
brand-logo: ವಿಜಯಕರ್ನಾಟಕ bbox=[36, 4, 117, 22]
tender-body: DISTRICT URBAN DEVELOPMENT CELL, D.C. OFFICE UTTARA KANNADA DISTRICT, KARWAR-581 301. Phone: 08382 221170 Email: ka.uttarakannada.dudc@gmail.com. No: UK/DUDC/AmrutNagarothanaPhase-4/CR/2024-25 Dated: 01-08-2025. ಕರ್ನಾಟಕ ಸಾರ್ವಜನಿಕ ಸಂಗ್ರಹಣೆಗಳಲ್ಲಿ ಪಾರದರ್ಶಕತೆ ಅಧಿನಿಯಮ 1999 ಮತ್ತು ನಿಯಮಗಳು 2000 ರ ಅನ್ವಯ KPPP ಪೋರ್ಟಲ್ (http://kppp.karnataka.gov.in) ಮೂಲಕ ಟೆಂಡರ್ ಆಹ್ವಾನಿಸಲಾಗಿದೆ. 1) ಟೆಂಡರ್ ಸಲ್ಲಿಸಲು ಪ್ರಾರಂಭ ದಿನಾಂಕ: 01-08-2025 ಸಮಯ 16.00 ಗಂಟೆ. 2) ಕೊನೆಯ ದಿನಾಂಕ: 07-08-2025. 3) ತಾಂತ್ರಿಕ ಬಿಡ್ ತೆರೆಯುವ ದಿನಾಂಕ: 13-08-2025 ಸಮಯ 17.30 ಗಂಟೆ. Indent: DMA/2025-26/IND4840/Call2, DMA/2025-26/IND4830/Call2. ಹೆಚ್ಚಿನ ವಿವರಗಳಿಗೆ http://kppp.karnataka.gov.in. & http://www.uttarakannadadudc.mrc.gov.in bbox=[342, 1694, 960, 1770]
ad-footer: By Order of the Court, Sheristedar, Civil Judge (Jr.Dn.) and JMFC Court, Anekal. Advocate for Petitioner: Prabhakara M.R, #7, Front Floor, S.T.B Complex, Attibele Main Road, Anekal Town, Bangalore District. bbox=[977, 861, 1264, 901]
ad-title: IN THE COURT OF THE HON'BLE 1ST ADDL. DISTRICT AND SESSIONS JUDGE AT KOLAR P and SC.NO. 106/2025 bbox=[339, 40, 471, 95]
ad-title: BEFORE THE MOTOR ACCIDENT CLAIMS TRIBUNAL AT BANGALORE M.V.C.NO. 7838/2023 bbox=[823, 958, 963, 1002]
classified-ad bbox=[654, 36, 814, 316]
ad-body: ನನ್ನ ಕಕ್ಷಿದಾರರ ಪರವಾಗಿ ಸಾರ್ವಜನಿಕರಿಗೆ ತಿಳಿಯಪಡಿಸುವುದೇನೆಂದರೆ, ಈ ಕೆಳಕಂಡ ಷೆಡ್ಯೂಲ್ ಆಸ್ತಿಯನ್ನು ನನ್ನ ಕಕ್ಷಿದಾರರು ಖರೀದಿಸಲು ಒಪ್ಪಿರುತ್ತಾರೆ. ಆಕ್ಷೇಪಣೆ ಇದ್ದಲ್ಲಿ 7 ದಿನಗಳೊಳಗಾಗಿ ದಾಖಲೆಗಳೊಂದಿಗೆ ಸಂಪರ್ಕಿಸಿ. bbox=[13, 513, 315, 532]
ad-footer: By the order of the Court Chief Administrative officer Hon'ble District & Sessions court at Kolar. Advocate for petitioner: M. Harish, Advocate, Srinivaspur Kolar. Date: 05.08.2025 bbox=[495, 626, 644, 685]
ad-footer: Advocate for Appellant:- PVR Law Associates, D.Prabhakara B.A.LL.B Advocate, Mandipete, 1st Cross, Behind NCloue Coffie Building, Tumakuru-01. bbox=[823, 269, 963, 319]
ad-body: ಸಾರ್ವಜನಿಕ ಪ್ರಕಟಣೆ. ದಿನಾಂಕ : 06-08-2025. ಈ ಮೂಲಕ ಸಾರ್ವಜನಿಕರಿಗೆ ತಿಳಿಯಪಡಿಸುವುದೇನೆಂದರೆ ನನ್ನ ಕಕ್ಷಿದಾರರು ಕೆಳಕಂಡ ಸ್ವತ್ತಿನ ಬಗ್ಗೆ ಅರ್ಜಿ ಸಲ್ಲಿಸಿರುತ್ತಾರೆ. ಯಾರಿಗಾದರೂ ಆಕ್ಷೇಪಣೆ ಇದ್ದಲ್ಲಿ ನ್ಯಾಯಾಲಯದಲ್ಲಿ ಹಾಜರಾಗತಕ್ಕದ್ದು. bbox=[329, 872, 481, 919]
table-cell: Initially 1000 (One Thousand) bbox=[1207, 1104, 1275, 1134]
table-header: Distinctive Nos. bbox=[1085, 1083, 1149, 1104]
tender-title: ಕಾರ್ಯನಿರ್ವಾಹಕ ಅಭಿಯಂತರರು ಗ್ರಾಮೀಣ ಕುಡಿಯುವ ನೀರು ಹಾಗೂ ನೈರ್ಮಲ್ಯ ವಿಭಾಗ ಕಾರ್ಯಾಲಯ, ವಿಜಯಪುರ bbox=[992, 1347, 1260, 1371]
tender-title: ಜಿಲ್ಲಾ ನಗರಾಭಿವೃದ್ಧಿ ಕೋಶ, ಉತ್ತರ ಕನ್ನಡ, ಕಾರವಾರ - 581 301 bbox=[491, 1648, 811, 1664]
tender-subtitle: ಕೆಪಿಪಿ ಪೋರ್ಟಲ್ ಟೆಂಡರ್ ಪ್ರಕಟಣೆ Standard Bid Document KW-1 bbox=[10, 1376, 328, 1414]
table-header: Share holder Name bbox=[978, 1083, 1043, 1104]
schedule-table bbox=[977, 1082, 1275, 1164]
classified-ad bbox=[972, 350, 1128, 760]
ad-title: ಮಾನ್ಯ ಹಿರಿಯ ಸಿವಿಲ್ ನ್ಯಾಯಾಧೀಶರ ನ್ಯಾಯಾಲಯ bbox=[513, 40, 627, 62]
ad-body: Plaintiff: Jagadeesh.H. V/S Defendant: Jayanna.M. Summons to defendant. Jayanna.M S/o Late Mallechappa R/at: No-291, Near Veerabhadraswamy temple, Kodihalli, Indiranagar, HAL 2nd phase, Bangalore-560008. Whereas, the plaintiff above named has instituted the above suit against you. You are hereby summoned to appear in this court in person or by a pleader on 18.09.2025 at 11.00 a.m. bbox=[1137, 410, 1275, 533]
public-notice-heading: PUBLIC NOTICE bbox=[656, 772, 812, 794]
classified-ad bbox=[972, 36, 1128, 346]
table-row bbox=[978, 1134, 1275, 1164]
